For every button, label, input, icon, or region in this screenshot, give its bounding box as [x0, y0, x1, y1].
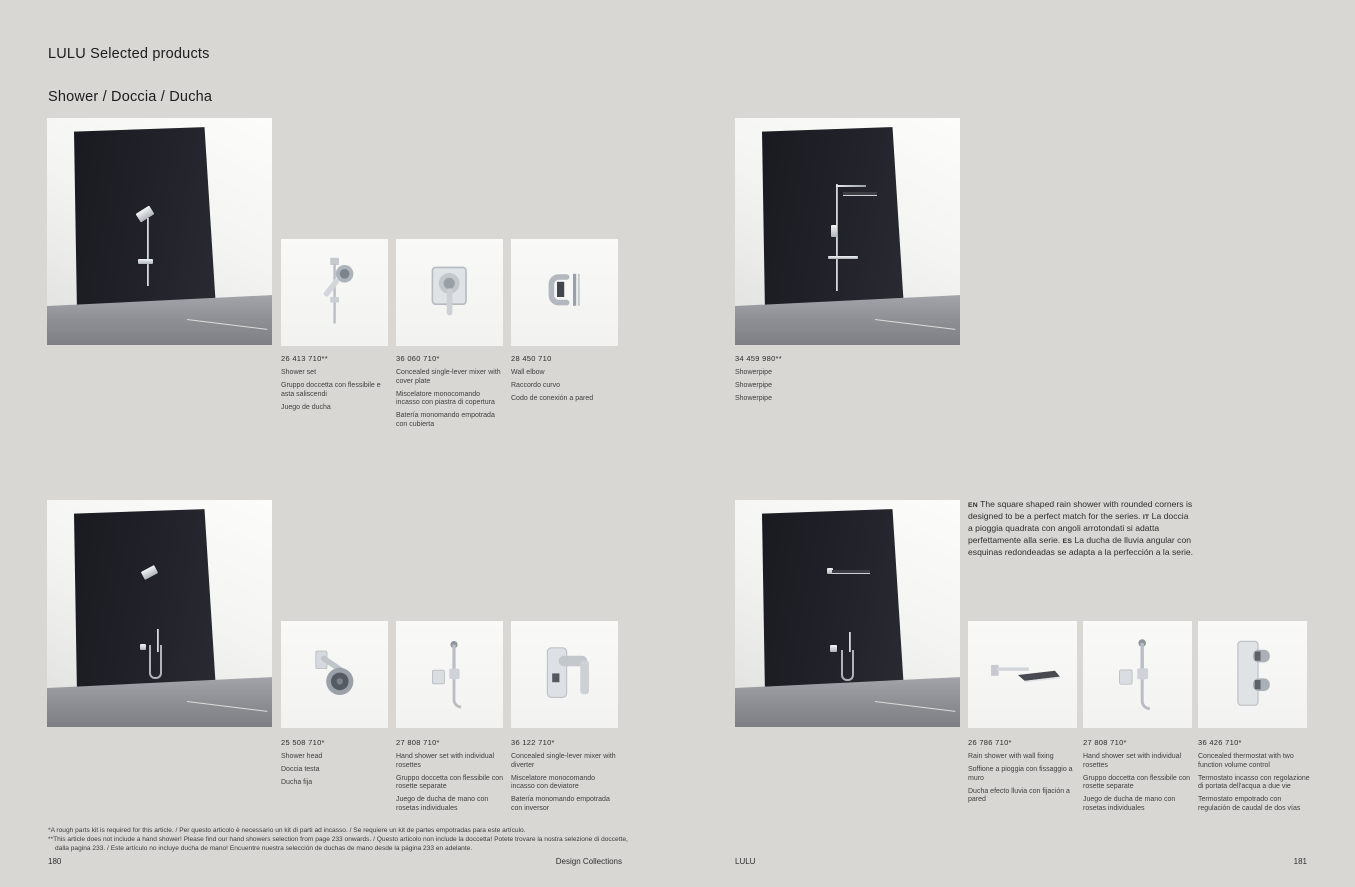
product-desc-it: Miscelatore monocomando incasso con deviatore: [511, 774, 596, 791]
wall-outlet-fixture: [830, 645, 837, 652]
product-desc-it: Gruppo doccetta con flessibile e asta saliscendi: [281, 382, 381, 398]
product-desc-es: Batería monomando empotrada con inversor: [511, 796, 610, 812]
product-code: 36 426 710*: [1198, 738, 1242, 747]
wall-elbow-icon: [525, 248, 605, 338]
product-desc-en: Wall elbow: [511, 369, 545, 376]
product-thumb-hand-shower-set: [1083, 621, 1192, 728]
hand-shower-set-icon: [1096, 630, 1180, 720]
product-entry: [281, 354, 389, 417]
page-subtitle: Shower / Doccia / Ducha: [48, 89, 213, 105]
product-desc-es: Codo de conexión a pared: [511, 395, 594, 403]
hand-shower-set-icon: [410, 630, 490, 720]
product-code: 27 808 710*: [396, 738, 440, 747]
product-thumb-shower-set: [281, 239, 388, 346]
rain-head-fixture: [832, 570, 870, 574]
product-entry: [735, 354, 875, 408]
showerpipe-riser-fixture: [836, 184, 838, 291]
product-desc-en: Hand shower set with individual rosettes: [396, 753, 495, 769]
lang-label-en: EN: [968, 502, 978, 509]
product-desc-es: Juego de ducha de mano con rosetas individuales: [1083, 796, 1176, 812]
shower-rail-fixture: [147, 218, 149, 286]
hero-photo-showerpipe: [735, 118, 960, 345]
description-text-it: La doccia a pioggia quadrata con angoli arrotondati si adatta perfettamente alla serie.: [968, 511, 1189, 545]
product-desc-en: Concealed single-lever mixer with cover plate: [396, 369, 501, 385]
description-text-es: La ducha de lluvia angular con esquinas redondeadas se adapta a la perfección a la serie.: [968, 534, 1194, 557]
product-thumb-mixer-diverter: [511, 621, 618, 728]
product-desc-es: Termostato empotrado con regulación de caudal de dos vías: [1198, 796, 1301, 812]
page-title: LULU Selected products: [48, 46, 210, 62]
product-desc-it: Termostato incasso con regolazione di portata dell'acqua a due vie: [1198, 774, 1310, 791]
showerpipe-arm-fixture: [836, 185, 865, 187]
hose-loop-fixture: [841, 650, 854, 682]
product-desc-es: Ducha efecto lluvia con fijación a pared: [968, 787, 1070, 804]
footnote-double-asterisk: **This article does not include a hand shower! Please find our hand showers selection from page 233 onwards. / Questo articolo non include la doccetta! Potete trovare la nostra selezione di doccette, dalla pagina 233. / Este artículo no incluye ducha de mano! Encuentre nuestra selección de duchas de mano desde la página 233 en adelante.: [48, 836, 628, 852]
series-description: [968, 499, 1194, 558]
shower-set-icon: [295, 248, 375, 338]
product-entry: [511, 738, 619, 818]
rain-shower-wall-icon: [981, 630, 1065, 720]
product-code: 26 786 710*: [968, 738, 1012, 747]
product-thumb-shower-head: [281, 621, 388, 728]
product-code: 34 459 980**: [735, 354, 782, 363]
product-desc-it: Soffione a pioggia con fissaggio a muro: [968, 766, 1073, 782]
product-desc-en: Concealed thermostat with two function volume control: [1198, 753, 1294, 769]
product-entry: [511, 354, 619, 408]
valve-fixture: [138, 259, 153, 264]
product-thumb-concealed-mixer: [396, 239, 503, 346]
product-desc-en: Rain shower with wall fixing: [968, 753, 1054, 760]
product-desc-en: Shower set: [281, 369, 317, 376]
product-desc-es: Juego de ducha de mano con rosetas individuales: [396, 796, 489, 812]
product-desc-it: Miscelatore monocomando incasso con piastra di copertura: [396, 390, 495, 407]
footnote-single-asterisk: *A rough parts kit is required for this article. / Per questo articolo è necessario un kit di parti ad incasso. / Se requiere un kit de partes empotradas para este artículo.: [48, 827, 526, 834]
product-code: 25 508 710*: [281, 738, 325, 747]
product-desc-es: Batería monomando empotrada con cubierta: [396, 412, 495, 428]
product-entry: [1198, 738, 1310, 818]
product-desc-en: Concealed single-lever mixer with diverter: [511, 753, 616, 769]
product-thumb-wall-elbow: [511, 239, 618, 346]
product-desc-en: Hand shower set with individual rosettes: [1083, 753, 1182, 769]
hand-shower-fixture: [831, 225, 837, 237]
product-desc-it: Showerpipe: [735, 382, 772, 390]
lang-label-es: ES: [1062, 537, 1073, 545]
product-desc-it: Raccordo curvo: [511, 382, 561, 390]
product-entry: [968, 738, 1076, 809]
page-number-left: 180: [48, 857, 62, 866]
product-desc-en: Shower head: [281, 753, 323, 760]
product-code: 27 808 710*: [1083, 738, 1127, 747]
footer-label-left: Design Collections: [555, 857, 622, 866]
product-desc-it: Gruppo doccetta con flessibile con rosette separate: [1083, 774, 1191, 791]
product-entry: [396, 354, 504, 434]
lang-label-it: IT: [1142, 514, 1150, 522]
product-entry: [1083, 738, 1191, 818]
hero-photo-head-and-hand-shower: [47, 500, 272, 727]
hero-photo-rain-and-hand-shower: [735, 500, 960, 727]
mixer-diverter-icon: [525, 630, 605, 720]
product-thumb-hand-shower-set: [396, 621, 503, 728]
product-desc-es: Juego de ducha: [281, 403, 331, 411]
hose-loop-fixture: [149, 645, 162, 679]
concealed-mixer-icon: [410, 248, 490, 338]
page-number-right: 181: [1293, 857, 1307, 866]
product-entry: [281, 738, 389, 792]
wall-outlet-fixture: [140, 644, 146, 650]
product-code: 26 413 710**: [281, 354, 328, 363]
rain-head-fixture: [843, 192, 877, 196]
product-entry: [396, 738, 504, 818]
footer-label-right: LULU: [735, 857, 756, 866]
thermostat-icon: [1211, 630, 1295, 720]
product-code: 36 060 710*: [396, 354, 440, 363]
footnotes: [48, 826, 640, 853]
product-code: 36 122 710*: [511, 738, 555, 747]
hero-photo-shower-set: [47, 118, 272, 345]
product-code: 28 450 710: [511, 354, 552, 363]
product-desc-es: Ducha fija: [281, 779, 313, 787]
description-text-en: The square shaped rain shower with rounded corners is designed to be a perfect match for the series.: [968, 499, 1193, 522]
product-desc-it: Gruppo doccetta con flessibile con rosette separate: [396, 774, 504, 791]
product-thumb-thermostat: [1198, 621, 1307, 728]
product-thumb-rain-shower: [968, 621, 1077, 728]
product-desc-es: Showerpipe: [735, 395, 772, 403]
product-desc-en: Showerpipe: [735, 369, 772, 376]
product-desc-it: Doccia testa: [281, 766, 320, 774]
shower-head-icon: [295, 630, 375, 720]
